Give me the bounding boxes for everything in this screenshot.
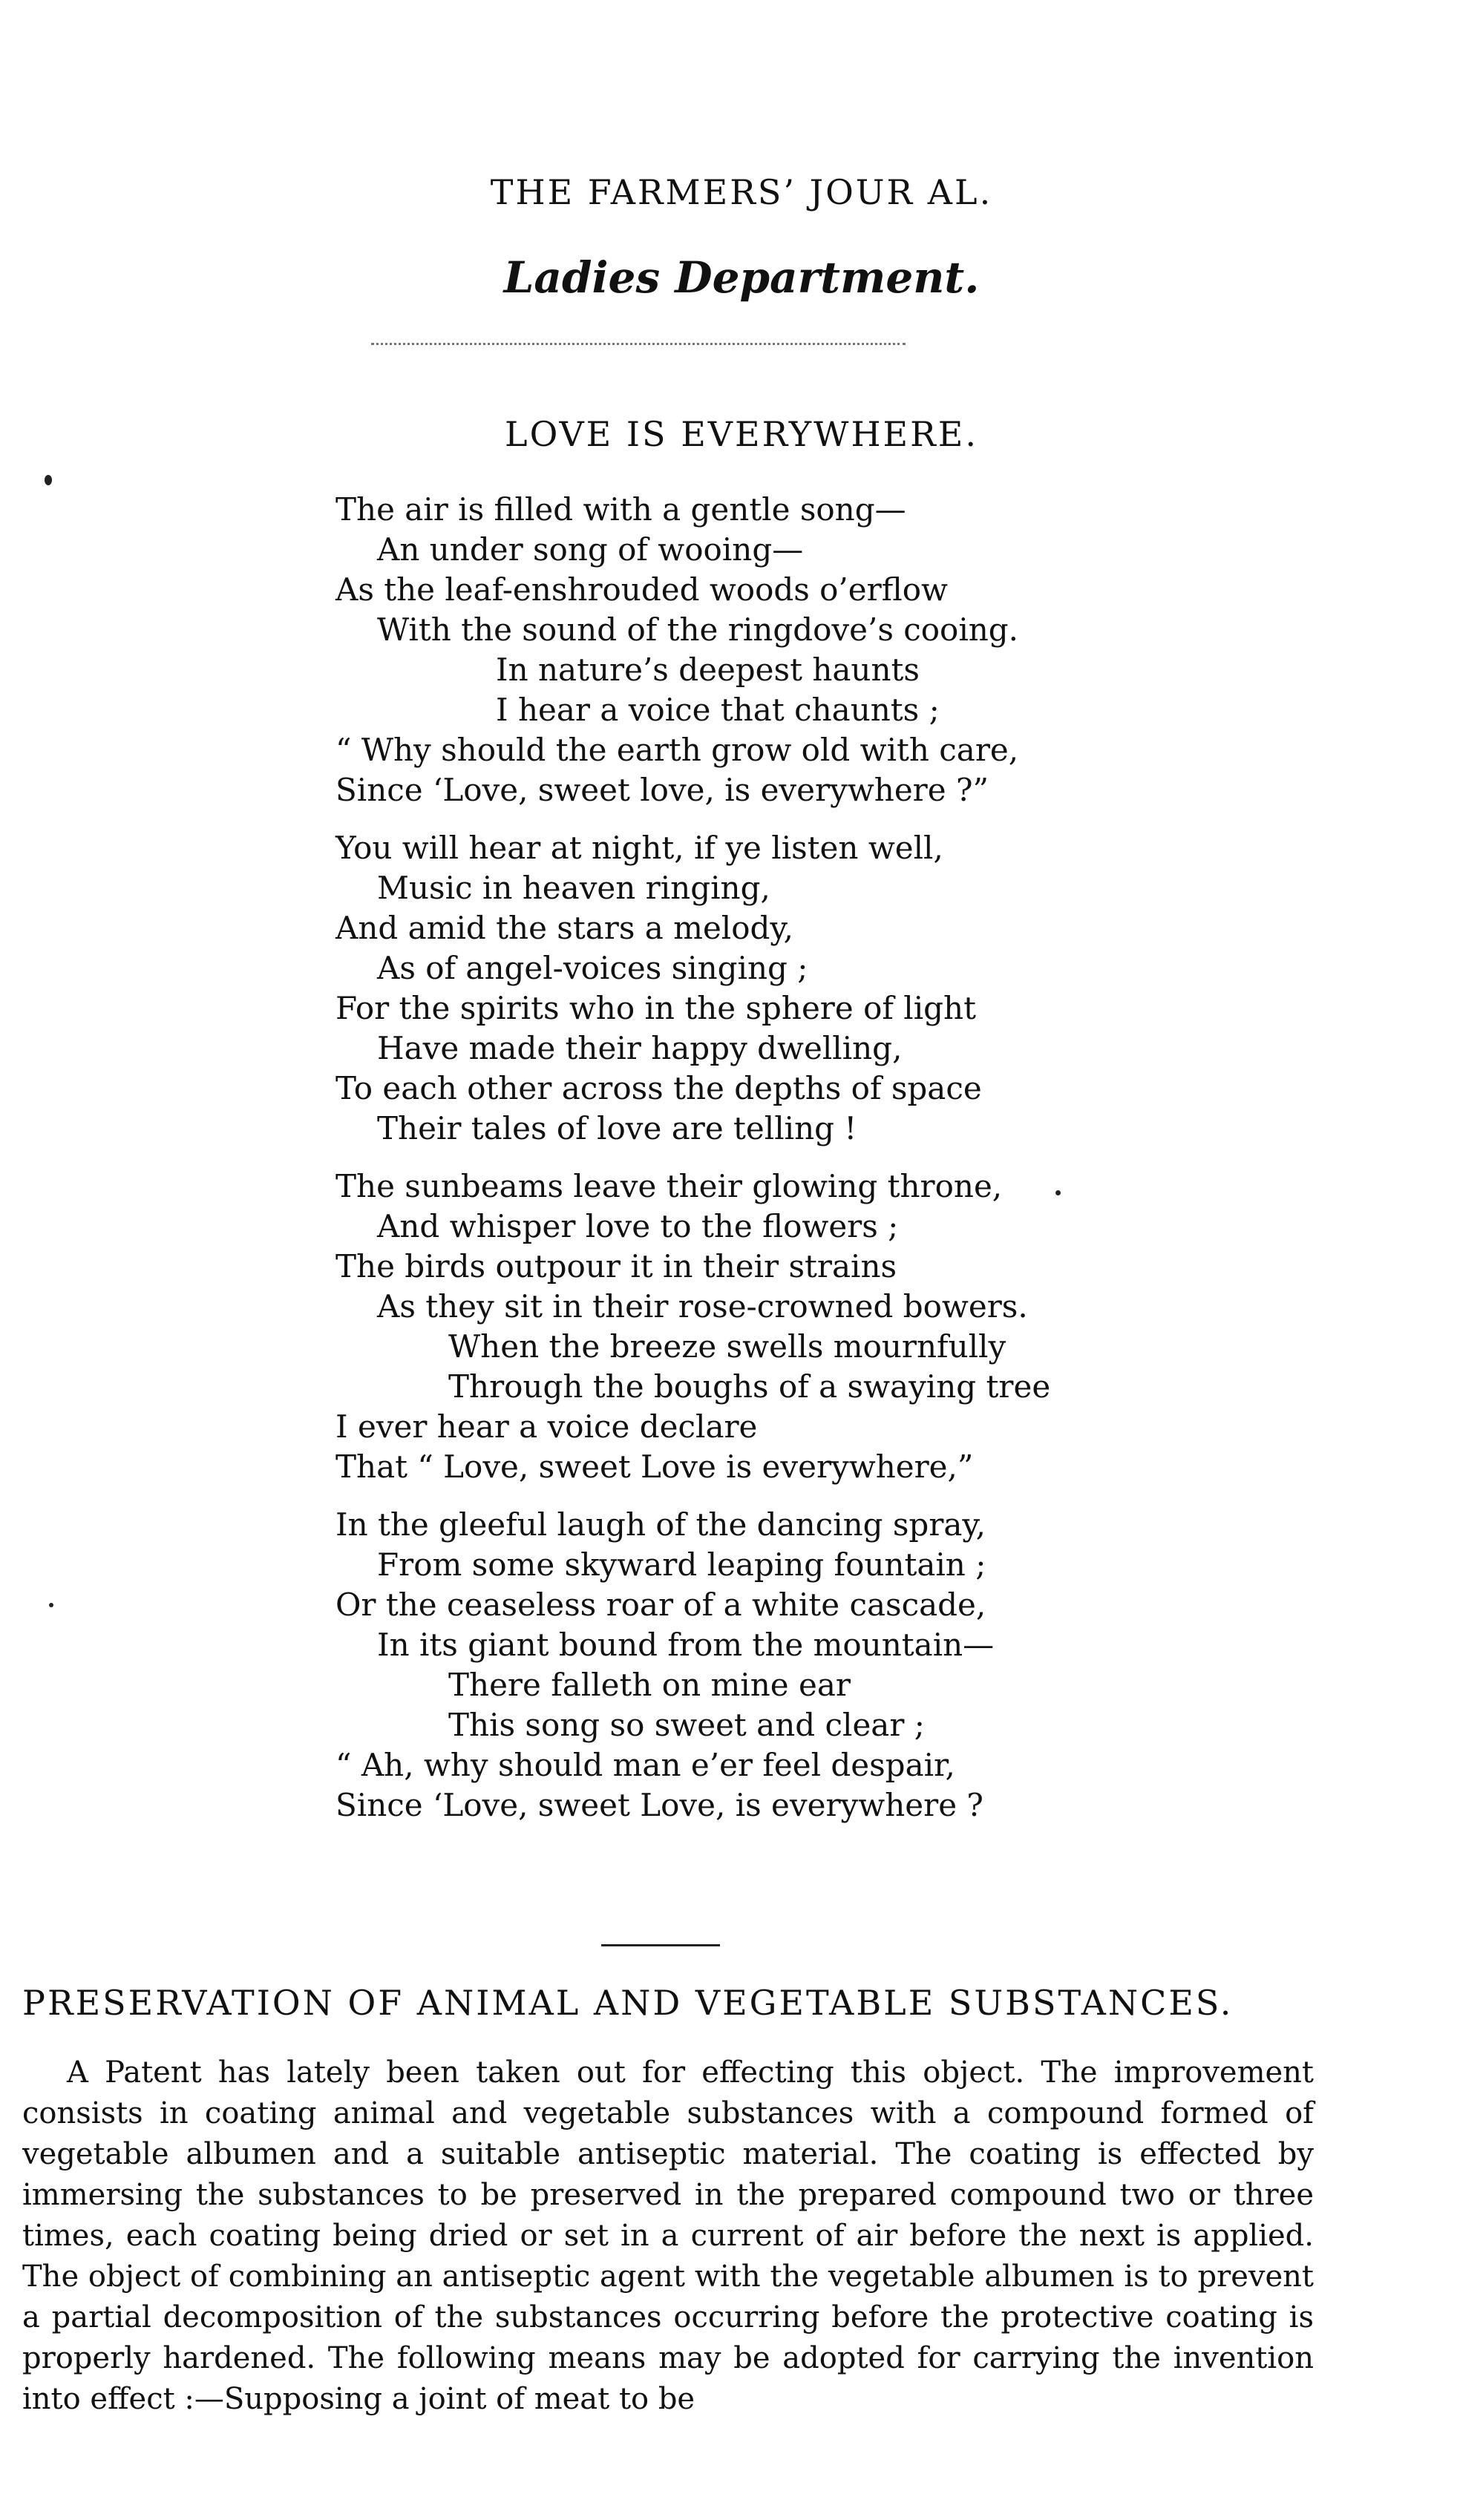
poem-line: “ Why should the earth grow old with care, xyxy=(335,732,1019,768)
poem-line: For the spirits who in the sphere of light xyxy=(335,990,976,1026)
section-divider xyxy=(601,1944,720,1946)
scan-speck xyxy=(1055,1190,1061,1195)
poem-line: Their tales of love are telling ! xyxy=(377,1110,857,1146)
poem-line: Have made their happy dwelling, xyxy=(377,1030,903,1066)
poem-line: When the breeze swells mournfully xyxy=(448,1328,1006,1365)
poem-line: The sunbeams leave their glowing throne, xyxy=(335,1168,1003,1204)
poem-line: Through the boughs of a swaying tree xyxy=(448,1368,1051,1405)
poem-line: As the leaf-enshrouded woods o’erflow xyxy=(335,571,948,608)
poem-line: As of angel-voices singing ; xyxy=(377,950,808,986)
poem-stanza-2 xyxy=(335,828,1300,1149)
scan-speck xyxy=(49,1603,53,1607)
poem-line: “ Ah, why should man e’er feel despair, xyxy=(335,1747,955,1783)
poem-line: There falleth on mine ear xyxy=(448,1667,851,1703)
poem-line: To each other across the depths of space xyxy=(335,1070,982,1106)
poem-line: Or the ceaseless roar of a white cascade, xyxy=(335,1587,986,1623)
poem-line: In the gleeful laugh of the dancing spray, xyxy=(335,1506,986,1543)
scan-speck xyxy=(45,475,52,485)
poem-line: And amid the stars a melody, xyxy=(335,910,793,946)
article-body xyxy=(22,2053,1314,2420)
poem-line: I hear a voice that chaunts ; xyxy=(496,692,940,728)
poem-line: In its giant bound from the mountain— xyxy=(377,1627,995,1663)
poem-line: And whisper love to the flowers ; xyxy=(377,1208,899,1244)
poem-line: The birds outpour it in their strains xyxy=(335,1248,897,1284)
poem-stanza-4 xyxy=(335,1505,1300,1825)
article-title: PRESERVATION OF ANIMAL AND VEGETABLE SUBSTANCES. xyxy=(22,1983,1234,2023)
dotted-divider xyxy=(371,343,906,345)
poem-title: LOVE IS EVERYWHERE. xyxy=(505,414,978,454)
section-title: Ladies Department. xyxy=(503,252,980,303)
poem-line: In nature’s deepest haunts xyxy=(496,652,920,688)
poem xyxy=(335,490,1300,1843)
poem-line: This song so sweet and clear ; xyxy=(448,1707,925,1743)
poem-line: As they sit in their rose-crowned bowers. xyxy=(377,1288,1028,1325)
poem-line: The air is filled with a gentle song— xyxy=(335,491,906,528)
poem-line: Since ‘Love, sweet love, is everywhere ?” xyxy=(335,772,989,808)
running-head: THE FARMERS’ JOUR AL. xyxy=(490,172,993,212)
poem-line: Since ‘Love, sweet Love, is everywhere ? xyxy=(335,1787,983,1823)
poem-line: I ever hear a voice declare xyxy=(335,1408,758,1445)
poem-stanza-3 xyxy=(335,1167,1300,1487)
poem-line: An under song of wooing— xyxy=(377,531,804,568)
article-paragraph: A Patent has lately been taken out for effecting this object. The improvement consists in coating animal and vegetable substances with a compound formed of vegetable albumen and a suitable antiseptic material. The coating is effected by immersing the substances to be preserved in the prepared compound two or three times, each coating being dried or set in a current of air before the next is applied. The object of combining an antiseptic agent with the vegetable albumen is to prevent a partial decomposition of the substances occurring before the protective coating is properly hardened. The following means may be adopted for carrying the invention into effect :—Supposing a joint of meat to be xyxy=(22,2055,1314,2416)
poem-line: With the sound of the ringdove’s cooing. xyxy=(377,611,1019,648)
poem-line: You will hear at night, if ye listen well, xyxy=(335,830,943,866)
poem-line: Music in heaven ringing, xyxy=(377,870,770,906)
poem-line: That “ Love, sweet Love is everywhere,” xyxy=(335,1448,974,1485)
poem-line: From some skyward leaping fountain ; xyxy=(377,1546,986,1583)
poem-stanza-1 xyxy=(335,490,1300,810)
